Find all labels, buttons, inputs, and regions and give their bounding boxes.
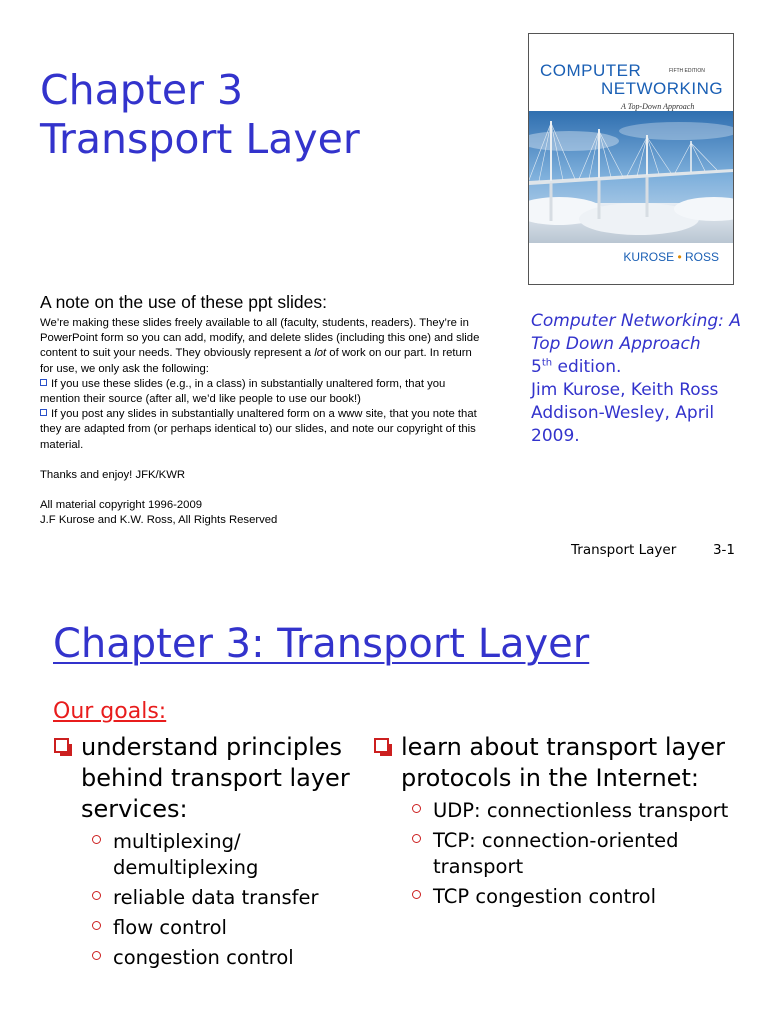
title-line-1: Chapter 3 (40, 66, 244, 114)
sub-bullet-item: flow control (87, 915, 353, 941)
sub-bullet-item: TCP: connection-oriented transport (407, 828, 743, 880)
slide-title (40, 66, 360, 164)
cover-title-word-1: COMPUTER (540, 61, 642, 80)
book-edition: 5th edition. (531, 357, 622, 377)
square-bullet-icon (374, 738, 389, 753)
square-bullet-icon (54, 738, 69, 753)
sub-bullet-item: UDP: connectionless transport (407, 798, 743, 824)
book-info (531, 310, 756, 448)
cover-author-1: KUROSE (623, 250, 675, 264)
note-bullet-1: If you use these slides (e.g., in a class) in substantially unaltered form, that you mention their source (after all, we’d like people to use our book!) (40, 377, 446, 406)
slide-divider (0, 574, 768, 582)
cover-subtitle: A Top-Down Approach (621, 102, 695, 111)
checkbox-bullet-icon (40, 409, 47, 416)
circle-bullet-icon (412, 834, 421, 843)
cover-author-separator: • (677, 250, 682, 264)
thanks-line: Thanks and enjoy! JFK/KWR (40, 468, 186, 481)
copyright-line-2: J.F Kurose and K.W. Ross, All Rights Reserved (40, 514, 278, 527)
circle-bullet-icon (412, 804, 421, 813)
circle-bullet-icon (412, 890, 421, 899)
slide-2 (0, 582, 768, 1024)
cover-author-2: ROSS (684, 250, 719, 264)
book-publisher: Addison-Wesley, April 2009. (531, 403, 715, 446)
note-paragraph: We’re making these slides freely available to all (faculty, students, readers). They’re in PowerPoint form so you can add, modify, and delete slides (including this one) and slide content to suit your needs. They obviously represent a lot of work on our part. In return for use, we only ask the following: (40, 317, 480, 375)
bridge-photo (529, 111, 733, 243)
note-heading: A note on the use of these ppt slides: (40, 292, 328, 312)
right-column (373, 732, 743, 914)
left-column (53, 732, 353, 975)
sub-bullet-item: reliable data transfer (87, 885, 353, 911)
cover-title-word-2: NETWORKING (601, 79, 724, 98)
circle-bullet-icon (92, 835, 101, 844)
sub-list (87, 829, 353, 971)
goals-heading: Our goals: (53, 699, 167, 724)
book-title: Computer Networking: A Top Down Approach (531, 311, 741, 354)
cover-authors (623, 250, 719, 264)
book-cover-image (528, 33, 734, 285)
sub-bullet-item: congestion control (87, 945, 353, 971)
copyright-line-1: All material copyright 1996-2009 (40, 499, 203, 512)
book-authors: Jim Kurose, Keith Ross (531, 380, 719, 400)
cover-edition-tag: FIFTH EDITION (669, 68, 705, 74)
circle-bullet-icon (92, 921, 101, 930)
sub-bullet-item: multiplexing/ demultiplexing (87, 829, 353, 881)
footer-label: Transport Layer (571, 542, 677, 558)
circle-bullet-icon (92, 891, 101, 900)
bullet-item: understand principles behind transport layer services: multiplexing/ demultiplexing reliable data transfer flow control congestion control (53, 732, 353, 971)
usage-note (40, 316, 480, 528)
sub-bullet-item: TCP congestion control (407, 884, 743, 910)
slide-title: Chapter 3: Transport Layer (53, 621, 590, 667)
slide-footer (571, 541, 735, 559)
circle-bullet-icon (92, 951, 101, 960)
checkbox-bullet-icon (40, 379, 47, 386)
title-line-2: Transport Layer (40, 115, 360, 163)
page-number: 3-1 (712, 542, 735, 558)
bullet-item: learn about transport layer protocols in the Internet: UDP: connectionless transport TCP: connection-oriented transport TCP congestion control (373, 732, 743, 910)
note-bullet-2: If you post any slides in substantially unaltered form on a www site, that you note that they are adapted from (or perhaps identical to) our slides, and note our copyright of this material. (40, 408, 477, 451)
sub-list (407, 798, 743, 910)
